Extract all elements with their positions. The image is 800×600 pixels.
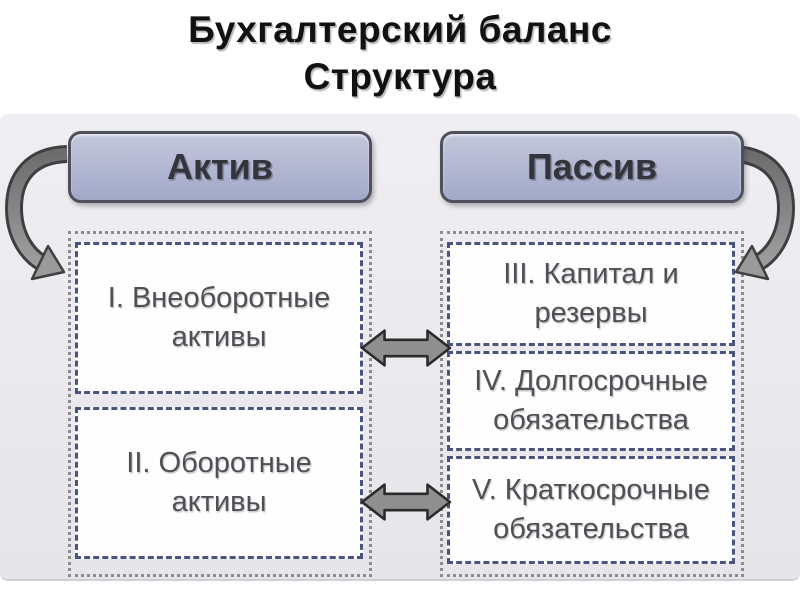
- liabilities-header-label: Пассив: [526, 146, 658, 187]
- assets-header-label: Актив: [167, 146, 273, 187]
- liabilities-box-capital: [447, 242, 735, 346]
- liabilities-header: [440, 131, 744, 203]
- double-arrow-icon-bottom: [360, 480, 452, 524]
- liabilities-box-longterm: [447, 351, 735, 451]
- title-line-1: Бухгалтерский баланс: [188, 9, 612, 50]
- assets-column: [68, 231, 372, 577]
- curved-arrow-left-icon: [4, 140, 68, 282]
- double-arrow-icon-top: [360, 326, 452, 370]
- title-line-2: Структура: [303, 56, 497, 97]
- assets-box-noncurrent: [75, 242, 363, 394]
- diagram-title: [0, 6, 800, 100]
- assets-box-noncurrent-label: I. Внеоборотные активы: [107, 281, 331, 353]
- liabilities-column: [440, 231, 744, 577]
- assets-box-current: [75, 407, 363, 559]
- liabilities-box-capital-label: III. Капитал и резервы: [503, 257, 679, 329]
- assets-header: [68, 131, 372, 203]
- liabilities-box-longterm-label: IV. Долгосрочные обязательства: [474, 364, 708, 436]
- assets-box-current-label: II. Оборотные активы: [126, 446, 312, 518]
- liabilities-box-shortterm-label: V. Краткосрочные обязательства: [472, 473, 710, 545]
- liabilities-box-shortterm: [447, 456, 735, 564]
